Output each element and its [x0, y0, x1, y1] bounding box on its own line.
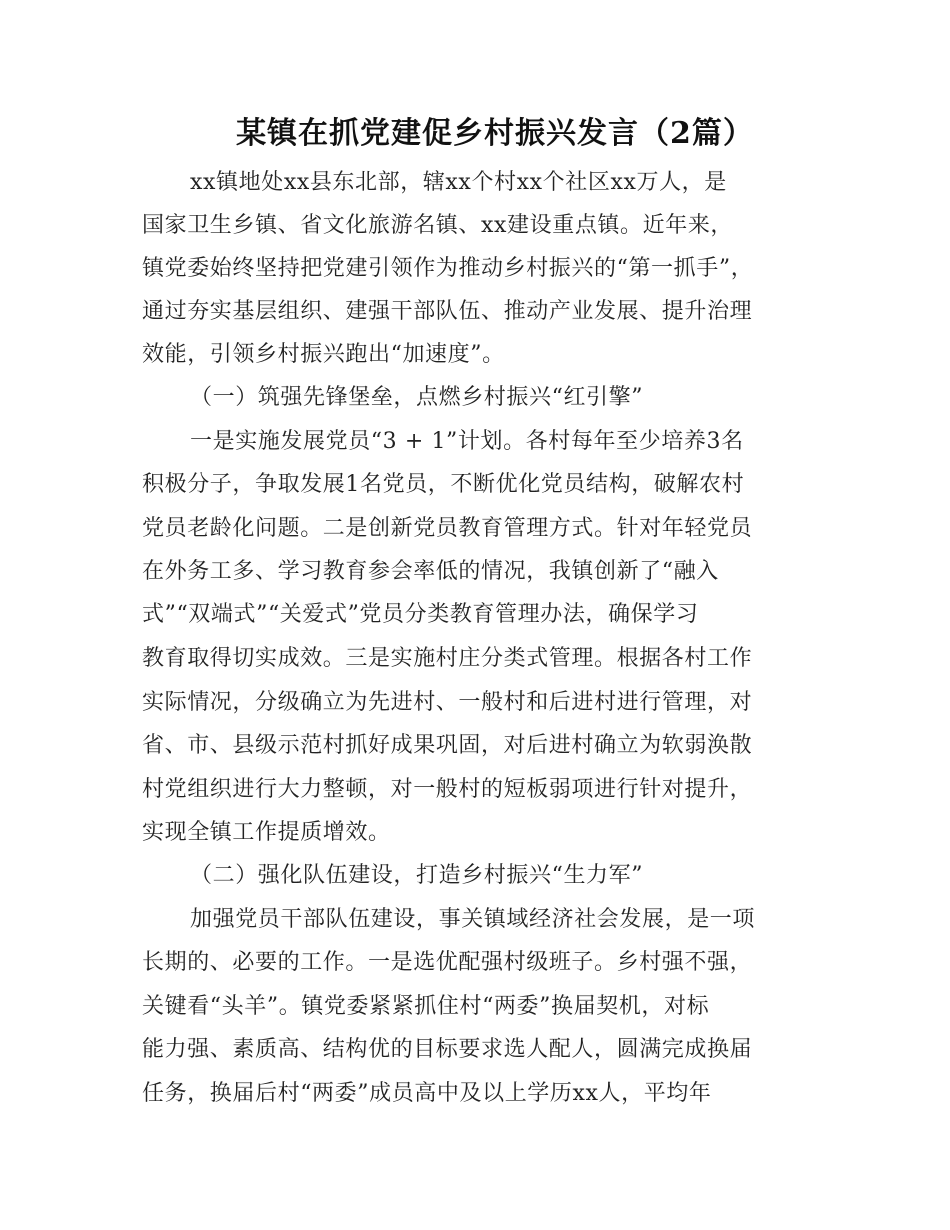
paragraph-line: 加强党员干部队伍建设，事关镇域经济社会发展，是一项 — [190, 907, 756, 932]
paragraph-line: 村党组织进行大力整顿，对一般村的短板弱项进行针对提升， — [142, 777, 753, 802]
paragraph-line: 省、市、县级示范村抓好成果巩固，对后进村确立为软弱涣散 — [142, 733, 753, 758]
paragraph-line: 教育取得切实成效。三是实施村庄分类式管理。根据各村工作 — [142, 646, 753, 671]
paragraph-line: 党员老龄化问题。二是创新党员教育管理方式。针对年轻党员 — [142, 516, 753, 541]
section-heading: （一）筑强先锋堡垒，点燃乡村振兴“红引擎” — [190, 385, 644, 410]
section-heading: （二）强化队伍建设，打造乡村振兴“生力军” — [190, 863, 644, 888]
document-title: 某镇在抓党建促乡村振兴发言（2篇） — [236, 116, 754, 151]
paragraph-line: 镇党委始终坚持把党建引领作为推动乡村振兴的“第一抓手”， — [142, 256, 754, 281]
paragraph-line: xx镇地处xx县东北部，辖xx个村xx个社区xx万人，是 — [190, 170, 727, 195]
paragraph-line: 长期的、必要的工作。一是选优配强村级班子。乡村强不强， — [142, 950, 753, 975]
paragraph-line: 实现全镇工作提质增效。 — [142, 820, 391, 845]
paragraph-line: 关键看“头羊”。镇党委紧紧抓住村“两委”换届契机，对标 — [142, 994, 710, 1019]
paragraph-line: 一是实施发展党员“3 + 1”计划。各村每年至少培养3名 — [190, 429, 744, 454]
paragraph-line: 积极分子，争取发展1名党员，不断优化党员结构，破解农村 — [142, 472, 745, 497]
paragraph-line: 效能，引领乡村振兴跑出“加速度”。 — [142, 342, 505, 367]
paragraph-line: 能力强、素质高、结构优的目标要求选人配人，圆满完成换届 — [142, 1037, 753, 1062]
paragraph-line: 通过夯实基层组织、建强干部队伍、推动产业发展、提升治理 — [142, 299, 753, 324]
paragraph-line: 国家卫生乡镇、省文化旅游名镇、xx建设重点镇。近年来， — [142, 213, 734, 238]
paragraph-line: 式”“双端式”“关爱式”党员分类教育管理办法，确保学习 — [142, 602, 699, 627]
paragraph-line: 在外务工多、学习教育参会率低的情况，我镇创新了“融入 — [142, 559, 719, 584]
paragraph-line: 实际情况，分级确立为先进村、一般村和后进村进行管理，对 — [142, 690, 753, 715]
paragraph-line: 任务，换届后村“两委”成员高中及以上学历xx人，平均年 — [142, 1081, 712, 1106]
